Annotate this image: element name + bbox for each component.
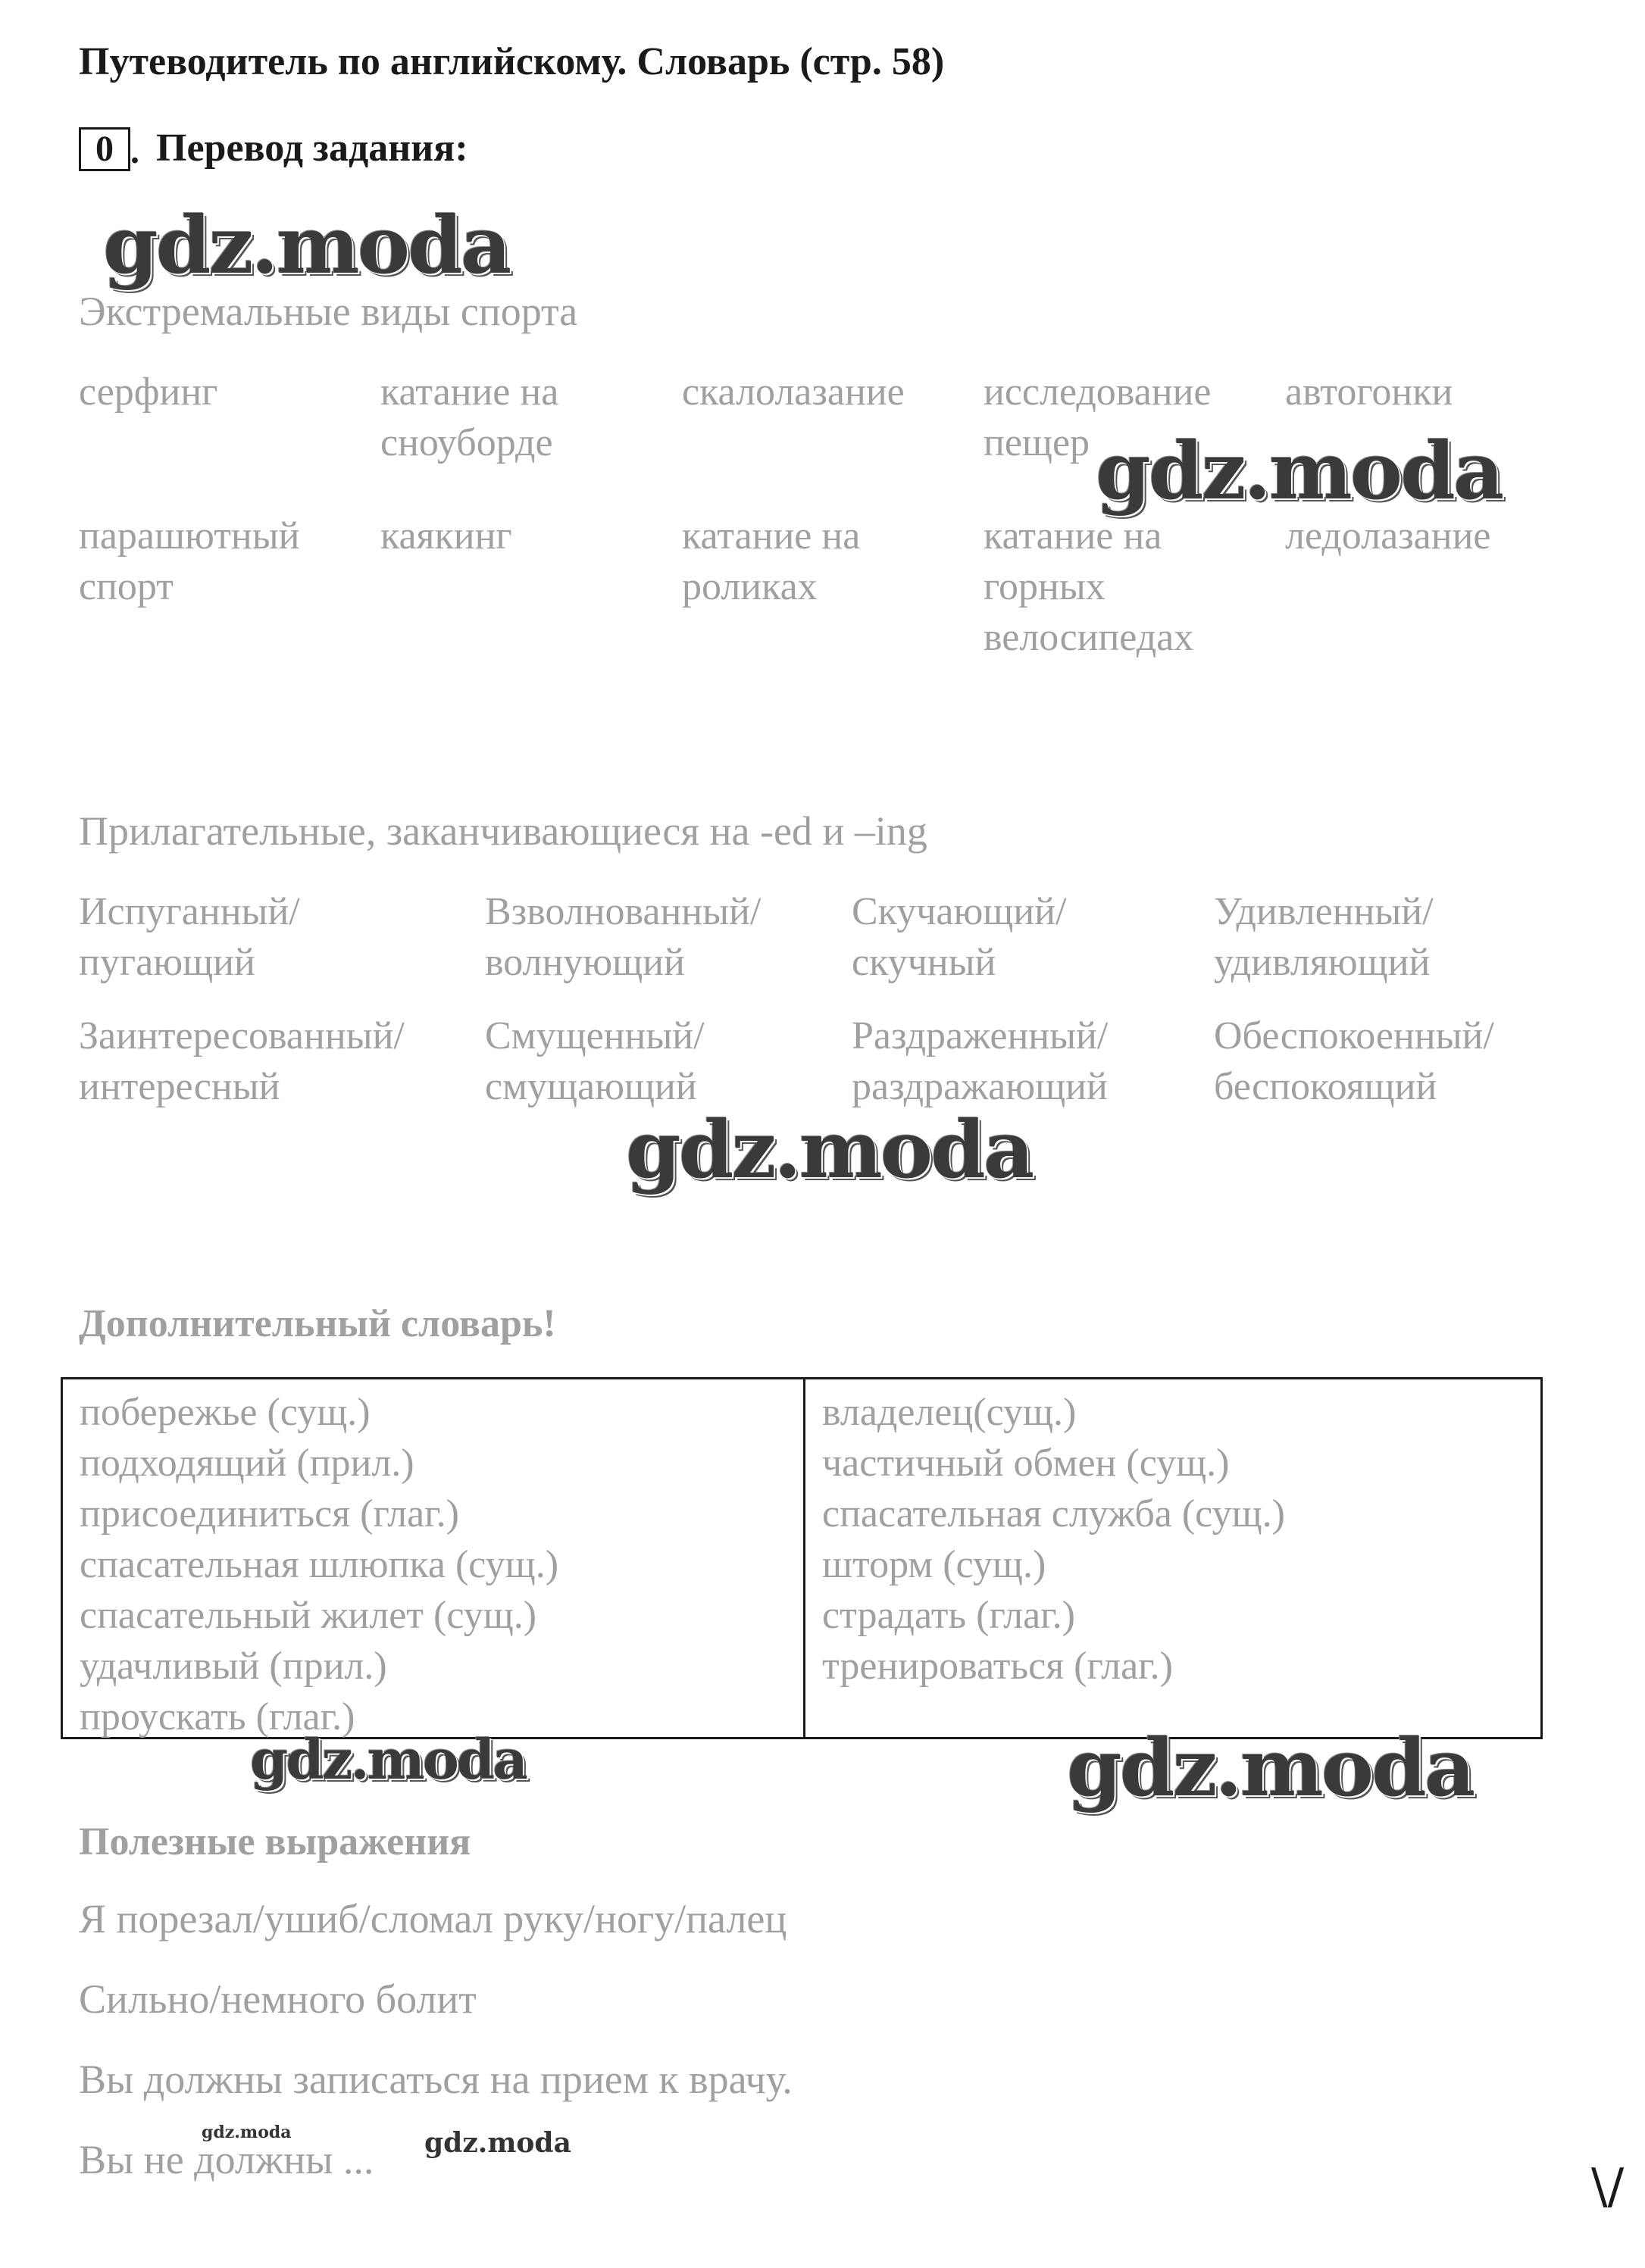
sport-cell: катание на сноуборде: [380, 370, 559, 464]
phrase-item: Я порезал/ушиб/сломал руку/ногу/палец: [79, 1896, 787, 1942]
task-number-dot: .: [130, 131, 139, 171]
adjective-cell: Испуганный/ пугающий: [79, 890, 300, 984]
extreme-sports-heading: Экстремальные виды спорта: [79, 289, 578, 334]
vocab-column-left: [63, 1379, 805, 1737]
phrase-item: Вы не должны ...: [79, 2137, 374, 2182]
sport-cell: скалолазание: [682, 370, 905, 414]
watermark: gdz.moda: [103, 198, 510, 292]
vocab-item: спасательный жилет (сущ.): [80, 1594, 537, 1637]
adjective-cell: Взволнованный/ волнующий: [485, 890, 762, 984]
vocab-column-right: [805, 1379, 1540, 1737]
watermark: gdz.moda: [1067, 1721, 1474, 1814]
adjective-cell: Смущенный/ смущающий: [485, 1014, 705, 1108]
watermark: gdz.moda: [202, 2123, 292, 2142]
adjective-cell: Раздраженный/ раздражающий: [852, 1014, 1109, 1108]
adjective-cell: Удивленный/ удивляющий: [1214, 890, 1434, 984]
vocab-item: страдать (глаг.): [822, 1594, 1075, 1637]
sport-cell: автогонки: [1285, 370, 1453, 414]
sport-cell: катание на роликах: [682, 514, 861, 608]
watermark: gdz.moda: [1096, 424, 1503, 517]
vocab-item: владелец(сущ.): [822, 1391, 1077, 1434]
vocab-item: частичный обмен (сущ.): [822, 1442, 1230, 1485]
phrases-heading: Полезные выражения: [79, 1820, 471, 1863]
sport-cell: катание на горных велосипедах: [984, 514, 1194, 659]
task-label: Перевод задания:: [156, 127, 468, 170]
vocab-item: тренироваться (глаг.): [822, 1645, 1173, 1688]
vocab-item: подходящий (прил.): [80, 1442, 414, 1485]
adjectives-heading: Прилагательные, заканчивающиеся на -ed и –ing: [79, 808, 927, 854]
phrase-item: Сильно/немного болит: [79, 1976, 477, 2022]
adjective-cell: Заинтересованный/ интересный: [79, 1014, 405, 1108]
sport-cell: исследование пещер: [984, 370, 1212, 464]
vocab-table: [61, 1377, 1543, 1739]
extra-vocab-heading: Дополнительный словарь!: [79, 1302, 556, 1345]
vocab-item: шторм (сущ.): [822, 1543, 1046, 1586]
watermark: gdz.moda: [250, 1727, 526, 1792]
vocab-item: спасательная шлюпка (сущ.): [80, 1543, 559, 1586]
watermark: gdz.moda: [626, 1103, 1033, 1196]
sport-cell: серфинг: [79, 370, 218, 414]
vocab-item: удачливый (прил.): [80, 1645, 387, 1688]
page-title: Путеводитель по английскому. Словарь (стр. 58): [79, 40, 945, 83]
corner-mark: \/: [1591, 2159, 1625, 2215]
vocab-item: спасательная служба (сущ.): [822, 1492, 1285, 1535]
sport-cell: каякинг: [380, 514, 512, 558]
watermark: gdz.moda: [424, 2127, 571, 2159]
sport-cell: ледолазание: [1285, 514, 1491, 558]
adjective-cell: Обеспокоенный/ беспокоящий: [1214, 1014, 1494, 1108]
task-number-box: 0: [79, 127, 130, 171]
sport-cell: парашютный спорт: [79, 514, 300, 608]
vocab-item: проускать (глаг.): [80, 1695, 355, 1738]
adjective-cell: Скучающий/ скучный: [852, 890, 1067, 984]
vocab-item: присоединиться (глаг.): [80, 1492, 459, 1535]
vocab-item: побережье (сущ.): [80, 1391, 371, 1434]
phrase-item: Вы должны записаться на прием к врачу.: [79, 2057, 793, 2102]
